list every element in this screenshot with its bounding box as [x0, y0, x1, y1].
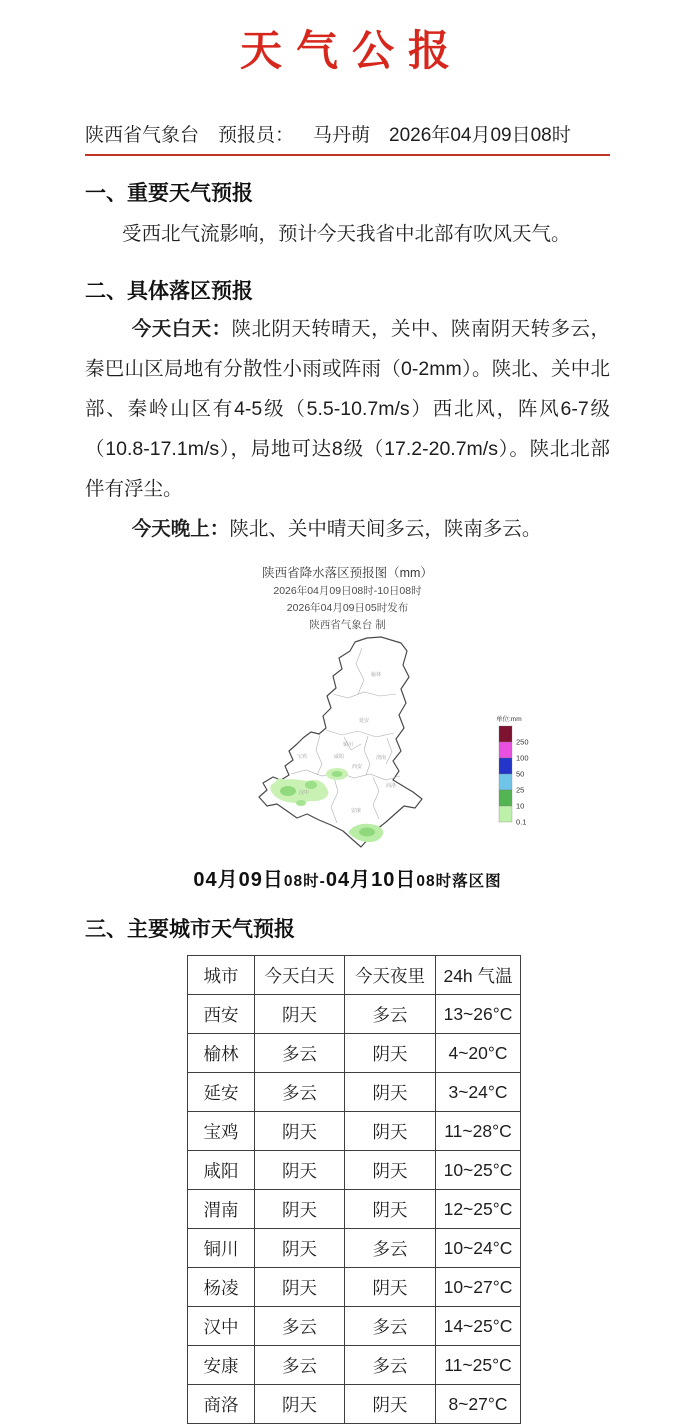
- legend-label: 100: [515, 753, 529, 763]
- issuing-office: 陕西省气象台: [85, 125, 200, 146]
- table-cell: 3~24°C: [436, 1073, 521, 1112]
- daytime-text: 陕北阴天转晴天，关中、陕南阴天转多云，秦巴山区局地有分散性小雨或阵雨（0-2mm）。陕北、关中北部、秦岭山区有4-5级（5.5-10.7m/s）西北风，阵风6-7级（10.8-17.1m/s），局地可达8级（17.2-20.7m/s）。陕北北部伴有浮尘。: [85, 318, 610, 500]
- table-cell: 西安: [188, 995, 255, 1034]
- table-cell: 多云: [345, 1229, 436, 1268]
- table-row: [188, 1307, 521, 1346]
- table-cell: 阴天: [255, 995, 345, 1034]
- table-cell: 阴天: [255, 1190, 345, 1229]
- table-cell: 商洛: [188, 1385, 255, 1424]
- table-cell: 宝鸡: [188, 1112, 255, 1151]
- table-head: [188, 956, 521, 995]
- table-cell: 13~26°C: [436, 995, 521, 1034]
- night-forecast-paragraph: [85, 509, 610, 549]
- city-forecast-table: [187, 955, 521, 1424]
- legend-swatch: [499, 758, 512, 774]
- map-region-label: 安康: [350, 808, 361, 814]
- section-3-heading: 三、主要城市天气预报: [85, 918, 295, 941]
- table-cell: 多云: [255, 1034, 345, 1073]
- table-row: [188, 995, 521, 1034]
- table-row: [188, 1073, 521, 1112]
- table-cell: 榆林: [188, 1034, 255, 1073]
- table-cell: 汉中: [188, 1307, 255, 1346]
- map-region-label: 西安: [351, 764, 362, 770]
- table-cell: 10~27°C: [436, 1268, 521, 1307]
- table-cell: 多云: [255, 1346, 345, 1385]
- daytime-label: 今天白天：: [131, 318, 232, 340]
- table-row: [188, 1229, 521, 1268]
- table-cell: 11~25°C: [436, 1346, 521, 1385]
- table-cell: 阴天: [345, 1034, 436, 1073]
- table-cell: 阴天: [255, 1112, 345, 1151]
- forecaster-label: 预报员：: [218, 125, 295, 146]
- table-cell: 11~28°C: [436, 1112, 521, 1151]
- table-cell: 4~20°C: [436, 1034, 521, 1073]
- table-cell: 多云: [345, 1346, 436, 1385]
- table-cell: 多云: [255, 1073, 345, 1112]
- province-outline: [259, 637, 422, 847]
- forecaster-name: 马丹萌: [313, 125, 371, 146]
- legend-label: 0.1: [515, 817, 526, 827]
- table-cell: 8~27°C: [436, 1385, 521, 1424]
- meta-row: [85, 120, 610, 156]
- table-cell: 阴天: [345, 1385, 436, 1424]
- legend-label: 50: [515, 769, 524, 779]
- table-row: [188, 1385, 521, 1424]
- table-cell: 阴天: [345, 1190, 436, 1229]
- table-header-cell: 城市: [188, 956, 255, 995]
- table-row: [188, 1112, 521, 1151]
- legend-swatch: [499, 774, 512, 790]
- section-2-heading: 二、具体落区预报: [85, 280, 253, 303]
- table-cell: 10~24°C: [436, 1229, 521, 1268]
- table-header-cell: 今天夜里: [345, 956, 436, 995]
- table-header-cell: 今天白天: [255, 956, 345, 995]
- legend-label: 250: [515, 737, 529, 747]
- table-cell: 阴天: [345, 1112, 436, 1151]
- caption-date-end: 04月10日: [325, 869, 417, 891]
- map-region-label: 商洛: [385, 783, 396, 789]
- table-cell: 安康: [188, 1346, 255, 1385]
- daytime-forecast-paragraph: [85, 309, 610, 509]
- table-cell: 延安: [188, 1073, 255, 1112]
- table-cell: 阴天: [345, 1151, 436, 1190]
- table-cell: 阴天: [255, 1268, 345, 1307]
- map-region-label: 榆林: [370, 672, 381, 678]
- table-header-row: [188, 956, 521, 995]
- table-body: [188, 995, 521, 1424]
- shaanxi-precipitation-map: [244, 634, 544, 856]
- map-region-label: 延安: [358, 718, 369, 724]
- section-1-body: 受西北气流影响，预计今天我省中北部有吹风天气。: [122, 223, 571, 245]
- table-cell: 杨凌: [188, 1268, 255, 1307]
- table-cell: 渭南: [188, 1190, 255, 1229]
- table-cell: 阴天: [255, 1229, 345, 1268]
- map-legend-items: [499, 726, 529, 827]
- map-region-label: 铜川: [342, 742, 353, 748]
- table-cell: 铜川: [188, 1229, 255, 1268]
- night-text: 陕北、关中晴天间多云，陕南多云。: [229, 518, 542, 540]
- legend-swatch: [499, 790, 512, 806]
- map-region-label: 咸阳: [333, 754, 344, 760]
- precipitation-map-block: [85, 563, 610, 892]
- table-row: [188, 1151, 521, 1190]
- page-title: 天气公报: [239, 27, 464, 74]
- map-producer: 陕西省气象台 制: [309, 619, 386, 631]
- legend-title: 单位:mm: [495, 716, 522, 723]
- table-row: [188, 1190, 521, 1229]
- night-label: 今天晚上：: [131, 518, 230, 540]
- legend-swatch: [499, 726, 512, 742]
- table-cell: 多云: [345, 995, 436, 1034]
- map-region-label: 宝鸡: [296, 754, 307, 760]
- table-row: [188, 1034, 521, 1073]
- table-cell: 阴天: [255, 1151, 345, 1190]
- table-cell: 阴天: [345, 1268, 436, 1307]
- legend-label: 25: [515, 785, 524, 795]
- map-caption: [85, 863, 610, 892]
- table-cell: 14~25°C: [436, 1307, 521, 1346]
- table-cell: 阴天: [255, 1385, 345, 1424]
- table-cell: 多云: [345, 1307, 436, 1346]
- map-title: 陕西省降水落区预报图（mm）: [262, 566, 433, 580]
- weather-bulletin-page: [0, 18, 690, 1415]
- map-legend: [496, 714, 529, 827]
- table-cell: 12~25°C: [436, 1190, 521, 1229]
- table-cell: 多云: [255, 1307, 345, 1346]
- table-row: [188, 1346, 521, 1385]
- map-region-label: 汉中: [298, 790, 309, 796]
- map-issue-time: 2026年04月09日05时发布: [286, 602, 409, 614]
- section-1-heading: 一、重要天气预报: [85, 182, 253, 205]
- table-header-cell: 24h 气温: [436, 956, 521, 995]
- content-area: [0, 120, 690, 943]
- table-row: [188, 1268, 521, 1307]
- legend-label: 10: [515, 801, 524, 811]
- legend-swatch: [499, 806, 512, 822]
- issue-datetime: 2026年04月09日08时: [389, 125, 571, 146]
- caption-date-start: 04月09日: [193, 869, 284, 891]
- table-cell: 10~25°C: [436, 1151, 521, 1190]
- map-region-label: 渭南: [375, 755, 386, 761]
- table-cell: 阴天: [345, 1073, 436, 1112]
- caption-time-end: 08时落区图: [416, 873, 502, 890]
- caption-time-start: 08时-: [283, 873, 326, 890]
- map-valid-period: 2026年04月09日08时-10日08时: [273, 585, 422, 597]
- table-cell: 咸阳: [188, 1151, 255, 1190]
- legend-swatch: [499, 742, 512, 758]
